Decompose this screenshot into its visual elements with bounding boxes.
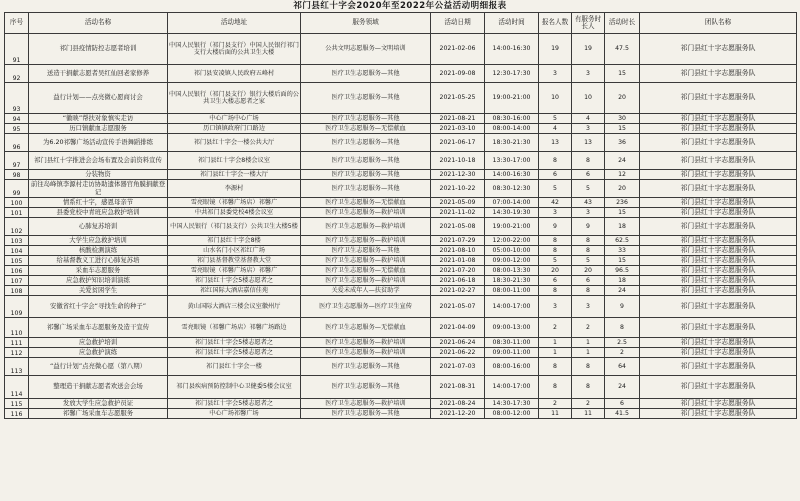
activity-name-cell: 安徽省红十字会“寻找生命的种子”	[29, 296, 168, 318]
activity-name-cell: 应急救护知识培训演练	[29, 276, 168, 286]
date-cell: 2021-06-24	[431, 338, 485, 348]
hours-count-cell: 1	[572, 348, 605, 358]
hours-count-cell: 2	[572, 318, 605, 338]
signup-count-cell: 6	[539, 170, 572, 180]
seq-cell: 110	[5, 318, 29, 338]
team-cell: 祁门县红十字志愿服务队	[640, 399, 797, 409]
team-cell: 祁门县红十字志愿服务队	[640, 236, 797, 246]
service-area-cell: 公共文明志愿服务—文明培训	[301, 34, 431, 65]
seq-cell: 113	[5, 358, 29, 376]
duration-cell: 2	[605, 348, 640, 358]
duration-cell: 33	[605, 246, 640, 256]
activity-name-cell: 祁门县红十字推进会会场布置及会前资料宣传	[29, 152, 168, 170]
seq-cell: 112	[5, 348, 29, 358]
address-cell: 祁门县安凌镇人民政府五峰村	[168, 65, 301, 83]
hours-count-cell: 8	[572, 246, 605, 256]
seq-cell: 94	[5, 114, 29, 124]
seq-cell: 91	[5, 34, 29, 65]
hours-count-cell: 8	[572, 376, 605, 399]
address-cell: 中共祁门县委党校4楼会议室	[168, 208, 301, 218]
table-row	[5, 246, 797, 256]
signup-count-cell: 42	[539, 198, 572, 208]
service-area-cell: 医疗卫生志愿服务—医疗卫生宣传	[301, 296, 431, 318]
table-row	[5, 276, 797, 286]
service-area-cell: 医疗卫生志愿服务—其他	[301, 65, 431, 83]
table-row	[5, 180, 797, 198]
table-row	[5, 399, 797, 409]
time-cell: 18:30-21:30	[485, 134, 539, 152]
table-row	[5, 208, 797, 218]
team-cell: 祁门县红十字志愿服务队	[640, 276, 797, 286]
hours-count-cell: 20	[572, 266, 605, 276]
signup-count-cell: 8	[539, 152, 572, 170]
col-header: 活动日期	[431, 13, 485, 34]
date-cell: 2021-11-02	[431, 208, 485, 218]
service-area-cell: 医疗卫生志愿服务—无偿献血	[301, 266, 431, 276]
duration-cell: 2.5	[605, 338, 640, 348]
activity-name-cell: 前往岛峰镇李源村走访协助遗体器官角膜捐献登记	[29, 180, 168, 198]
service-area-cell: 关爱未成年人—扶贫助学	[301, 286, 431, 296]
address-cell: 雪亮眼镜（祁馨广场店）祁馨广场路边	[168, 318, 301, 338]
team-cell: 祁门县红十字志愿服务队	[640, 256, 797, 266]
duration-cell: 15	[605, 256, 640, 266]
time-cell: 14:30-17:30	[485, 399, 539, 409]
team-cell: 祁门县红十字志愿服务队	[640, 65, 797, 83]
table-row	[5, 65, 797, 83]
table-row	[5, 34, 797, 65]
seq-cell: 102	[5, 218, 29, 236]
date-cell: 2021-12-20	[431, 409, 485, 419]
date-cell: 2021-06-18	[431, 276, 485, 286]
address-cell: 祁门县红十字会一楼	[168, 358, 301, 376]
team-cell: 祁门县红十字志愿服务队	[640, 124, 797, 134]
time-cell: 08:00-14:00	[485, 124, 539, 134]
duration-cell: 9	[605, 296, 640, 318]
team-cell: 祁门县红十字志愿服务队	[640, 376, 797, 399]
col-header: 报名人数	[539, 13, 572, 34]
duration-cell: 15	[605, 124, 640, 134]
seq-cell: 105	[5, 256, 29, 266]
activity-name-cell: 为6.20祁馨广场活动宣传手语舞蹈排练	[29, 134, 168, 152]
address-cell: 中国人民银行（祁门县支行）公共卫生大楼5楼	[168, 218, 301, 236]
time-cell: 14:30-19:30	[485, 208, 539, 218]
table-row	[5, 266, 797, 276]
signup-count-cell: 4	[539, 124, 572, 134]
date-cell: 2021-05-09	[431, 198, 485, 208]
team-cell: 祁门县红十字志愿服务队	[640, 152, 797, 170]
table-row	[5, 152, 797, 170]
table-row	[5, 338, 797, 348]
team-cell: 祁门县红十字志愿服务队	[640, 198, 797, 208]
activity-name-cell: 心肺复苏培训	[29, 218, 168, 236]
team-cell: 祁门县红十字志愿服务队	[640, 83, 797, 114]
team-cell: 祁门县红十字志愿服务队	[640, 134, 797, 152]
address-cell: 祁门县基督教堂基督教大堂	[168, 256, 301, 266]
activity-name-cell: 县委党校中青班应急救护培训	[29, 208, 168, 218]
activity-name-cell: 核酸检测演练	[29, 246, 168, 256]
duration-cell: 18	[605, 218, 640, 236]
address-cell: 祁门县红十字会8楼会议室	[168, 152, 301, 170]
hours-count-cell: 1	[572, 338, 605, 348]
seq-cell: 115	[5, 399, 29, 409]
team-cell: 祁门县红十字志愿服务队	[640, 348, 797, 358]
time-cell: 09:00-12:00	[485, 256, 539, 266]
duration-cell: 64	[605, 358, 640, 376]
date-cell: 2021-07-03	[431, 358, 485, 376]
service-area-cell: 医疗卫生志愿服务—无偿献血	[301, 124, 431, 134]
duration-cell: 24	[605, 376, 640, 399]
team-cell: 祁门县红十字志愿服务队	[640, 208, 797, 218]
hours-count-cell: 3	[572, 124, 605, 134]
activity-name-cell: 益行计划——点亮微心愿商讨会	[29, 83, 168, 114]
col-header: 服务领域	[301, 13, 431, 34]
seq-cell: 96	[5, 134, 29, 152]
hours-count-cell: 4	[572, 114, 605, 124]
col-header: 序号	[5, 13, 29, 34]
time-cell: 08:30-16:00	[485, 114, 539, 124]
team-cell: 祁门县红十字志愿服务队	[640, 246, 797, 256]
activity-name-cell: 整理造干捐献志愿者欢送会会场	[29, 376, 168, 399]
duration-cell: 96.5	[605, 266, 640, 276]
date-cell: 2021-12-30	[431, 170, 485, 180]
address-cell: 中心广场中心广场	[168, 114, 301, 124]
address-cell: 黄山国际大酒店三楼会议室徽州厅	[168, 296, 301, 318]
activity-name-cell: “徽映”帮扶对象慎实走访	[29, 114, 168, 124]
activity-table	[4, 12, 797, 419]
col-header: 团队名称	[640, 13, 797, 34]
signup-count-cell: 8	[539, 236, 572, 246]
seq-cell: 99	[5, 180, 29, 198]
seq-cell: 92	[5, 65, 29, 83]
date-cell: 2021-08-10	[431, 246, 485, 256]
service-area-cell: 医疗卫生志愿服务—救护培训	[301, 399, 431, 409]
service-area-cell: 医疗卫生志愿服务—无偿献血	[301, 318, 431, 338]
service-area-cell: 医疗卫生志愿服务—救护培训	[301, 348, 431, 358]
service-area-cell: 医疗卫生志愿服务—救护培训	[301, 338, 431, 348]
team-cell: 祁门县红十字志愿服务队	[640, 296, 797, 318]
activity-name-cell: 发放大学生应急救护员证	[29, 399, 168, 409]
service-area-cell: 医疗卫生志愿服务—救护培训	[301, 208, 431, 218]
table-row	[5, 256, 797, 266]
address-cell: 中心广场祁馨广场	[168, 409, 301, 419]
col-header: 活动名称	[29, 13, 168, 34]
date-cell: 2021-02-27	[431, 286, 485, 296]
signup-count-cell: 1	[539, 338, 572, 348]
seq-cell: 106	[5, 266, 29, 276]
service-area-cell: 医疗卫生志愿服务—其他	[301, 246, 431, 256]
signup-count-cell: 20	[539, 266, 572, 276]
hours-count-cell: 3	[572, 296, 605, 318]
time-cell: 13:30-17:00	[485, 152, 539, 170]
time-cell: 14:00-17:00	[485, 376, 539, 399]
activity-name-cell: 应急救护培训	[29, 338, 168, 348]
table-row	[5, 218, 797, 236]
table-row	[5, 348, 797, 358]
signup-count-cell: 8	[539, 246, 572, 256]
hours-count-cell: 19	[572, 34, 605, 65]
hours-count-cell: 8	[572, 152, 605, 170]
signup-count-cell: 6	[539, 276, 572, 286]
activity-name-cell: 关爱贫困学生	[29, 286, 168, 296]
team-cell: 祁门县红十字志愿服务队	[640, 114, 797, 124]
signup-count-cell: 5	[539, 114, 572, 124]
address-cell: 祁门县红十字会5楼志愿者之	[168, 348, 301, 358]
col-header: 活动时长	[605, 13, 640, 34]
address-cell: 祁门县红十字会一楼大厅	[168, 170, 301, 180]
time-cell: 05:00-10:00	[485, 246, 539, 256]
table-row	[5, 286, 797, 296]
signup-count-cell: 2	[539, 399, 572, 409]
signup-count-cell: 3	[539, 65, 572, 83]
activity-name-cell: 送造干捐献志愿者吴红仙回老家修养	[29, 65, 168, 83]
service-area-cell: 医疗卫生志愿服务—救护培训	[301, 236, 431, 246]
address-cell: 祁门县红十字会5楼志愿者之	[168, 338, 301, 348]
seq-cell: 98	[5, 170, 29, 180]
date-cell: 2021-03-10	[431, 124, 485, 134]
time-cell: 09:00-13:00	[485, 318, 539, 338]
team-cell: 祁门县红十字志愿服务队	[640, 218, 797, 236]
time-cell: 08:00-16:00	[485, 358, 539, 376]
signup-count-cell: 5	[539, 256, 572, 266]
hours-count-cell: 5	[572, 180, 605, 198]
table-row	[5, 409, 797, 419]
address-cell: 雪亮眼镜（祁馨广场店）祁馨广	[168, 198, 301, 208]
activity-name-cell: 祁馨广场采血车志愿服务	[29, 409, 168, 419]
service-area-cell: 医疗卫生志愿服务—无偿献血	[301, 198, 431, 208]
signup-count-cell: 8	[539, 286, 572, 296]
hours-count-cell: 8	[572, 236, 605, 246]
activity-name-cell: 给基督教义工进行心肺复苏培	[29, 256, 168, 266]
address-cell: 祁门县红十字会5楼志愿者之	[168, 399, 301, 409]
time-cell: 14:00-17:00	[485, 296, 539, 318]
duration-cell: 47.5	[605, 34, 640, 65]
duration-cell: 20	[605, 83, 640, 114]
activity-name-cell: 应急救护演练	[29, 348, 168, 358]
table-header-row	[5, 13, 797, 34]
time-cell: 12:00-22:00	[485, 236, 539, 246]
address-cell: 中国人民银行（祁门县支行）中国人民银行祁门支行大楼后面的公共卫生大楼	[168, 34, 301, 65]
duration-cell: 6	[605, 399, 640, 409]
time-cell: 14:00-16:30	[485, 170, 539, 180]
team-cell: 祁门县红十字志愿服务队	[640, 180, 797, 198]
activity-name-cell: 分装物资	[29, 170, 168, 180]
address-cell: 祁门县疾病预防控制中心卫健委5楼会议室	[168, 376, 301, 399]
address-cell: 历口镇镇政府门口路边	[168, 124, 301, 134]
address-cell: 祁门县红十字会5楼志愿者之	[168, 276, 301, 286]
signup-count-cell: 5	[539, 180, 572, 198]
hours-count-cell: 3	[572, 65, 605, 83]
service-area-cell: 医疗卫生志愿服务—其他	[301, 134, 431, 152]
team-cell: 祁门县红十字志愿服务队	[640, 358, 797, 376]
date-cell: 2021-01-08	[431, 256, 485, 266]
time-cell: 18:30-21:30	[485, 276, 539, 286]
seq-cell: 107	[5, 276, 29, 286]
hours-count-cell: 3	[572, 208, 605, 218]
date-cell: 2021-07-29	[431, 236, 485, 246]
hours-count-cell: 13	[572, 134, 605, 152]
duration-cell: 24	[605, 152, 640, 170]
table-row	[5, 198, 797, 208]
table-row	[5, 236, 797, 246]
signup-count-cell: 3	[539, 208, 572, 218]
signup-count-cell: 1	[539, 348, 572, 358]
activity-name-cell: “益行计划”点亮微心愿（第八期）	[29, 358, 168, 376]
duration-cell: 12	[605, 170, 640, 180]
duration-cell: 8	[605, 318, 640, 338]
activity-name-cell: 祁门县疫情防控志愿者培训	[29, 34, 168, 65]
hours-count-cell: 43	[572, 198, 605, 208]
table-row	[5, 170, 797, 180]
date-cell: 2021-02-06	[431, 34, 485, 65]
service-area-cell: 医疗卫生志愿服务—其他	[301, 114, 431, 124]
duration-cell: 236	[605, 198, 640, 208]
service-area-cell: 医疗卫生志愿服务—其他	[301, 152, 431, 170]
service-area-cell: 医疗卫生志愿服务—其他	[301, 180, 431, 198]
team-cell: 祁门县红十字志愿服务队	[640, 170, 797, 180]
address-cell: 中国人民银行（祁门县支行）银行大楼后面的公共卫生大楼志愿者之家	[168, 83, 301, 114]
signup-count-cell: 8	[539, 358, 572, 376]
signup-count-cell: 2	[539, 318, 572, 338]
service-area-cell: 医疗卫生志愿服务—其他	[301, 409, 431, 419]
service-area-cell: 医疗卫生志愿服务—其他	[301, 358, 431, 376]
time-cell: 12:30-17:30	[485, 65, 539, 83]
hours-count-cell: 6	[572, 170, 605, 180]
signup-count-cell: 19	[539, 34, 572, 65]
date-cell: 2021-08-24	[431, 399, 485, 409]
time-cell: 19:00-21:00	[485, 218, 539, 236]
hours-count-cell: 10	[572, 83, 605, 114]
signup-count-cell: 11	[539, 409, 572, 419]
seq-cell: 109	[5, 296, 29, 318]
table-row	[5, 358, 797, 376]
address-cell: 山水名门小区祁红广场	[168, 246, 301, 256]
address-cell: 祁红国际大酒店嘉信佳苑	[168, 286, 301, 296]
address-cell: 李源村	[168, 180, 301, 198]
duration-cell: 20	[605, 180, 640, 198]
team-cell: 祁门县红十字志愿服务队	[640, 338, 797, 348]
time-cell: 08:00-12:00	[485, 409, 539, 419]
col-header: 活动地址	[168, 13, 301, 34]
activity-name-cell: 情系红十字，感恩母亲节	[29, 198, 168, 208]
hours-count-cell: 2	[572, 399, 605, 409]
service-area-cell: 医疗卫生志愿服务—救护培训	[301, 276, 431, 286]
seq-cell: 95	[5, 124, 29, 134]
team-cell: 祁门县红十字志愿服务队	[640, 318, 797, 338]
date-cell: 2021-09-08	[431, 65, 485, 83]
signup-count-cell: 3	[539, 296, 572, 318]
time-cell: 14:00-16:30	[485, 34, 539, 65]
duration-cell: 41.5	[605, 409, 640, 419]
duration-cell: 15	[605, 65, 640, 83]
time-cell: 08:00-11:00	[485, 286, 539, 296]
time-cell: 08:00-13:30	[485, 266, 539, 276]
date-cell: 2021-04-09	[431, 318, 485, 338]
date-cell: 2021-06-17	[431, 134, 485, 152]
address-cell: 祁门县红十字会8楼	[168, 236, 301, 246]
service-area-cell: 医疗卫生志愿服务—救护培训	[301, 256, 431, 266]
duration-cell: 62.5	[605, 236, 640, 246]
time-cell: 07:00-14:00	[485, 198, 539, 208]
seq-cell: 114	[5, 376, 29, 399]
seq-cell: 93	[5, 83, 29, 114]
team-cell: 祁门县红十字志愿服务队	[640, 409, 797, 419]
activity-name-cell: 历口镇献血志愿服务	[29, 124, 168, 134]
col-header: 活动时间	[485, 13, 539, 34]
address-cell: 雪亮眼镜（祁馨广场店）祁馨广	[168, 266, 301, 276]
team-cell: 祁门县红十字志愿服务队	[640, 286, 797, 296]
seq-cell: 101	[5, 208, 29, 218]
activity-name-cell: 祁馨广场采血车志愿服务及造干宣传	[29, 318, 168, 338]
hours-count-cell: 6	[572, 276, 605, 286]
table-row	[5, 296, 797, 318]
duration-cell: 24	[605, 286, 640, 296]
seq-cell: 97	[5, 152, 29, 170]
date-cell: 2021-10-22	[431, 180, 485, 198]
seq-cell: 111	[5, 338, 29, 348]
date-cell: 2021-08-21	[431, 114, 485, 124]
seq-cell: 116	[5, 409, 29, 419]
address-cell: 祁门县红十字会一楼公共大厅	[168, 134, 301, 152]
date-cell: 2021-06-22	[431, 348, 485, 358]
hours-count-cell: 5	[572, 256, 605, 266]
duration-cell: 18	[605, 276, 640, 286]
signup-count-cell: 9	[539, 218, 572, 236]
team-cell: 祁门县红十字志愿服务队	[640, 34, 797, 65]
service-area-cell: 医疗卫生志愿服务—其他	[301, 170, 431, 180]
table-row	[5, 83, 797, 114]
time-cell: 08:30-12:30	[485, 180, 539, 198]
hours-count-cell: 9	[572, 218, 605, 236]
duration-cell: 30	[605, 114, 640, 124]
table-row	[5, 134, 797, 152]
time-cell: 09:00-11:00	[485, 348, 539, 358]
signup-count-cell: 8	[539, 376, 572, 399]
date-cell: 2021-05-07	[431, 296, 485, 318]
hours-count-cell: 8	[572, 286, 605, 296]
date-cell: 2021-07-20	[431, 266, 485, 276]
col-header: 有服务时长人	[572, 13, 605, 34]
signup-count-cell: 13	[539, 134, 572, 152]
date-cell: 2021-10-18	[431, 152, 485, 170]
seq-cell: 103	[5, 236, 29, 246]
table-row	[5, 114, 797, 124]
activity-name-cell: 采血车志愿服务	[29, 266, 168, 276]
hours-count-cell: 8	[572, 358, 605, 376]
date-cell: 2021-08-31	[431, 376, 485, 399]
table-row	[5, 124, 797, 134]
seq-cell: 100	[5, 198, 29, 208]
duration-cell: 15	[605, 208, 640, 218]
service-area-cell: 医疗卫生志愿服务—其他	[301, 376, 431, 399]
activity-name-cell: 大学生应急救护培训	[29, 236, 168, 246]
service-area-cell: 医疗卫生志愿服务—救护培训	[301, 218, 431, 236]
service-area-cell: 医疗卫生志愿服务—其他	[301, 83, 431, 114]
hours-count-cell: 11	[572, 409, 605, 419]
seq-cell: 108	[5, 286, 29, 296]
table-row	[5, 318, 797, 338]
date-cell: 2021-05-25	[431, 83, 485, 114]
report-title: 祁门县红十字会2020年至2022年公益活动明细报表	[293, 1, 507, 11]
duration-cell: 36	[605, 134, 640, 152]
time-cell: 08:30-11:00	[485, 338, 539, 348]
date-cell: 2021-05-08	[431, 218, 485, 236]
table-row	[5, 376, 797, 399]
signup-count-cell: 10	[539, 83, 572, 114]
team-cell: 祁门县红十字志愿服务队	[640, 266, 797, 276]
seq-cell: 104	[5, 246, 29, 256]
time-cell: 19:00-21:00	[485, 83, 539, 114]
